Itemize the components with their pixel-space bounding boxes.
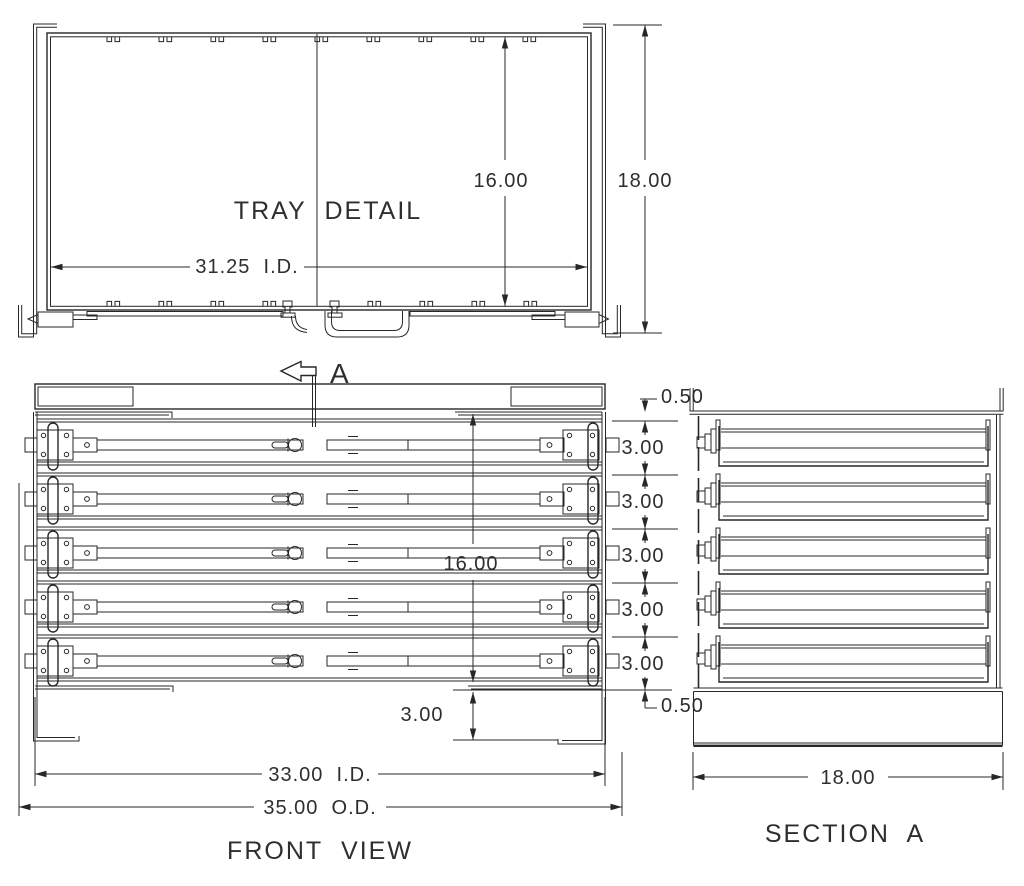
section-a-title: SECTION A (764, 820, 926, 848)
tray-top-tabs (107, 37, 536, 42)
dim-label-row-spacing-5: 3.00 (621, 653, 665, 675)
dim-label-row-spacing-3: 3.00 (621, 545, 665, 567)
dim-tray-inner-width (51, 264, 587, 270)
front-view-side-walls (34, 412, 606, 690)
drawer-pull-handle (325, 311, 409, 337)
dim-label-row-spacing-4: 3.00 (621, 599, 665, 621)
dim-label-section-depth: 18.00 (820, 767, 876, 789)
section-arrow-icon (281, 362, 316, 382)
tray-detail-outline (19, 24, 621, 337)
front-view-rows (25, 419, 619, 686)
tray-detail-title: TRAY DETAIL (233, 197, 423, 225)
dim-label-front-bottom-space: 3.00 (400, 704, 444, 726)
dim-label-row-spacing-1: 3.00 (621, 437, 665, 459)
section-cut-marker (281, 34, 350, 427)
section-a-lid (690, 388, 1004, 414)
front-view-bottom (34, 686, 606, 744)
front-view-top-plate (35, 384, 605, 418)
dim-label-front-inner-width: 33.00 I.D. (268, 764, 372, 786)
section-arrow-label: A (330, 358, 350, 389)
section-a-box (694, 414, 1003, 746)
section-a-trays (697, 420, 990, 682)
dim-label-tray-inner-height: 16.00 (473, 170, 529, 192)
dim-label-tray-outer-height: 18.00 (617, 170, 673, 192)
dim-front-bottom-space (453, 690, 672, 740)
tray-detail-view (19, 24, 673, 337)
latch-hook (292, 316, 308, 333)
front-view-title: FRONT VIEW (227, 837, 413, 865)
section-a-view (690, 388, 1004, 848)
dim-label-top-lip: 0.50 (661, 386, 704, 408)
front-view (19, 384, 704, 865)
dim-label-front-outer-width: 35.00 O.D. (263, 797, 377, 819)
dim-label-tray-inner-width: 31.25 I.D. (195, 256, 299, 278)
tray-bottom-tabs (107, 301, 537, 306)
dim-label-front-tray-stack: 16.00 (443, 553, 499, 575)
dim-label-bottom-lip: 0.50 (661, 695, 704, 717)
dim-label-row-spacing-2: 3.00 (621, 491, 665, 513)
